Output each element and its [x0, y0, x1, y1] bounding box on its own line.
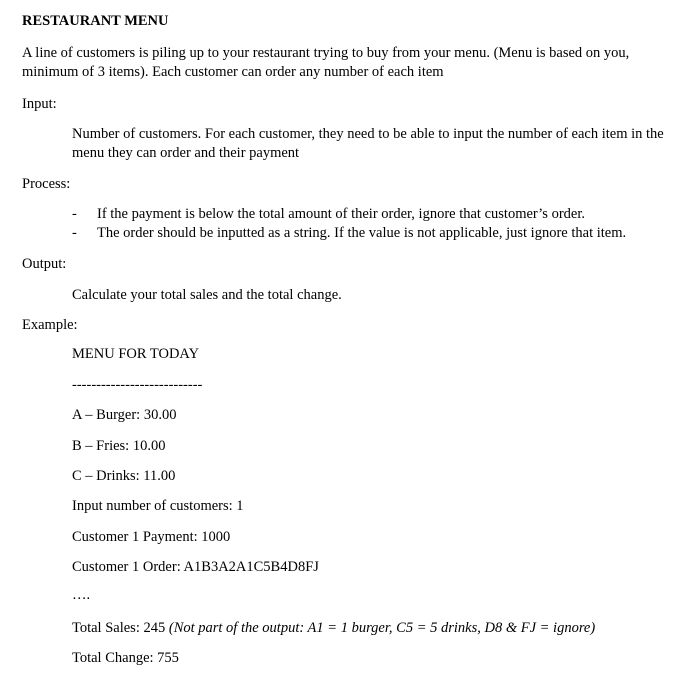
- menu-item-fries: B – Fries: 10.00: [72, 438, 166, 454]
- process-label: Process:: [22, 176, 71, 192]
- customers-prompt: Input number of customers: 1: [72, 498, 244, 514]
- menu-item-burger: A – Burger: 30.00: [72, 407, 177, 423]
- payment-prompt: Customer 1 Payment: 1000: [72, 529, 231, 545]
- output-label: Output:: [22, 256, 67, 272]
- process-bullet-2: The order should be inputted as a string. If the value is not applicable, just ignore that item.: [97, 225, 627, 241]
- total-sales-line: [72, 619, 595, 638]
- menu-item-drinks: C – Drinks: 11.00: [72, 468, 176, 484]
- output-description: Calculate your total sales and the total change.: [72, 287, 342, 303]
- process-bullet-1-dash: -: [72, 206, 77, 222]
- menu-divider: ---------------------------: [72, 377, 203, 393]
- order-prompt: Customer 1 Order: A1B3A2A1C5B4D8FJ: [72, 559, 319, 575]
- menu-header: MENU FOR TODAY: [72, 346, 200, 362]
- document-title: RESTAURANT MENU: [22, 13, 169, 29]
- process-bullet-1: If the payment is below the total amount of their order, ignore that customer’s order.: [97, 206, 585, 222]
- total-sales-note: (Not part of the output: A1 = 1 burger, C5 = 5 drinks, D8 & FJ = ignore): [168, 620, 596, 636]
- example-label: Example:: [22, 317, 78, 333]
- process-bullet-2-dash: -: [72, 225, 77, 241]
- total-change: Total Change: 755: [72, 650, 179, 666]
- total-sales: Total Sales: 245: [72, 620, 166, 636]
- intro-paragraph: A line of customers is piling up to your restaurant trying to buy from your menu. (Menu is based on you, minimum of 3 items). Each customer can order any number of each item: [22, 45, 630, 80]
- input-label: Input:: [22, 96, 57, 112]
- ellipsis: ….: [72, 587, 91, 603]
- input-description: Number of customers. For each customer, they need to be able to input the number of each item in the menu they can order and their payment: [72, 126, 664, 161]
